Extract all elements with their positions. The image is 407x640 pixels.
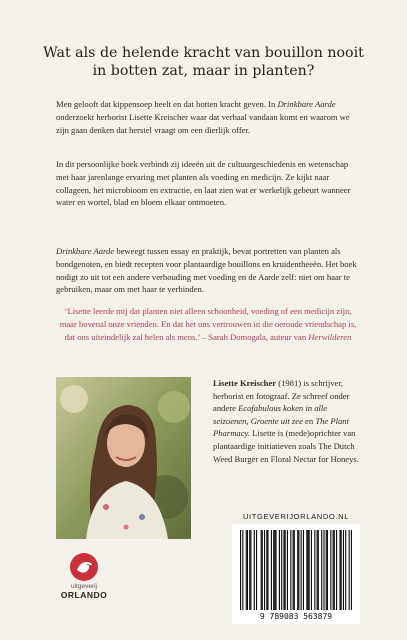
endorsement-quote: [56, 305, 360, 343]
publisher-logo: [56, 553, 112, 600]
paragraph-intro-text-b: onderzoekt herborist Lisette Kreischer waar dat verhaal vandaan komt en waarom we zijn gaan denken dat herstel vraagt om een dierlijk offer.: [56, 111, 350, 135]
barcode-bar: [301, 530, 302, 610]
headline-line-2: in botten zat, maar in planten?: [92, 63, 315, 79]
barcode-bar: [311, 530, 312, 610]
barcode-bar: [254, 530, 255, 610]
barcode-bar: [309, 530, 310, 610]
paragraph-intro-text-a: Men gelooft dat kippensoep heelt en dat botten kracht geven. In: [56, 99, 278, 109]
barcode-bar: [326, 530, 327, 610]
barcode-bar: [285, 530, 286, 610]
barcode-bar: [240, 530, 241, 610]
barcode-bar: [343, 530, 344, 610]
barcode-bar: [290, 530, 291, 610]
barcode-bar: [307, 530, 308, 610]
barcode-bar: [333, 530, 334, 610]
barcode-bar: [249, 530, 250, 610]
barcode-bar: [261, 530, 262, 610]
headline-line-1: Wat als de helende kracht van bouillon nooit: [43, 45, 364, 61]
bio-book-1: Ecofabulous koken in alle seizoenen: [213, 403, 328, 426]
quote-text: ‘Lisette leerde mij dat planten niet alleen schoonheid, voeding of een medicijn zijn, maar bovenal onze vrienden. En dat het ons vertrouwen in die oeroude vriendschap is, dat ons uiteindelijk zal helen als mens.’ – Sarah Domogala, auteur van: [59, 306, 357, 342]
isbn-number: 9 789083 563879: [259, 612, 333, 621]
barcode-block: [232, 512, 360, 624]
bio-text-b: Lisette is (mede)oprichter van plantaardige initiatieven zoals The Dutch Weed Burger en Floral Nectar for Honeys.: [213, 428, 359, 464]
barcode-bar: [279, 530, 280, 610]
barcode-bar: [283, 530, 284, 610]
author-portrait-illustration: [56, 377, 191, 539]
barcode-bar: [330, 530, 331, 610]
barcode-bar: [293, 530, 294, 610]
barcode-bar: [287, 530, 288, 610]
barcode-bar: [318, 530, 319, 610]
barcode-bar: [264, 530, 265, 610]
barcode-bar: [321, 530, 322, 610]
barcode-bar: [246, 530, 247, 610]
barcode-bar: [327, 530, 328, 610]
barcode-bar: [297, 530, 298, 610]
book-title: Drinkbare Aarde: [277, 99, 336, 109]
barcode-bar: [266, 530, 267, 610]
bio-sep-2: en: [302, 415, 316, 426]
barcode-bar: [351, 530, 352, 610]
quote-source-title: Herwilderen: [308, 331, 352, 342]
barcode-bar: [341, 530, 342, 610]
author-photo: [56, 377, 191, 539]
barcode-bar: [303, 530, 304, 610]
barcode-bar: [281, 530, 282, 610]
bio-sep-1: ,: [246, 415, 251, 426]
barcode-bar: [262, 530, 263, 610]
barcode-bar: [298, 530, 299, 610]
barcode-bar: [349, 530, 350, 610]
barcode-bar: [273, 530, 274, 610]
bio-book-2: Groente uit zee: [250, 415, 303, 426]
barcode-bars: [232, 524, 360, 624]
barcode-bar: [339, 530, 340, 610]
barcode-bar: [334, 530, 335, 610]
barcode-bar: [271, 530, 272, 610]
paragraph-essay-practice: [56, 245, 360, 296]
paragraph-intro: [56, 98, 360, 136]
barcode-bar: [275, 530, 276, 610]
publisher-bird-icon: [70, 553, 98, 581]
isbn-barcode: [232, 524, 360, 624]
barcode-bar: [274, 530, 275, 610]
barcode-bar: [314, 530, 315, 610]
book-title: Drinkbare Aarde: [56, 246, 115, 256]
barcode-bar: [306, 530, 307, 610]
author-name: Lisette Kreischer: [213, 378, 277, 388]
headline: [40, 44, 367, 80]
barcode-bar: [267, 530, 268, 610]
publisher-label: uitgeverij: [70, 583, 97, 590]
barcode-bar: [294, 530, 295, 610]
author-bio: [213, 377, 363, 465]
barcode-bar: [242, 530, 243, 610]
publisher-name: ORLANDO: [60, 590, 108, 600]
bio-text-a: (1981) is schrijver, herborist en fotograaf. Ze schreef onder andere: [213, 378, 350, 414]
barcode-bar: [256, 530, 257, 610]
barcode-bar: [336, 530, 337, 610]
barcode-bar: [345, 530, 346, 610]
barcode-bar: [247, 530, 248, 610]
publisher-website: UITGEVERIJORLANDO.NL: [242, 512, 350, 521]
barcode-bar: [323, 530, 324, 610]
bio-book-3: The Plant Pharmacy.: [213, 415, 349, 439]
paragraph-essay-practice-text: beweegt tussen essay en praktijk, bevat portretten van planten als bondgenoten, en biedt recepten voor plantaardige bouillons en kruidentheeën. Het boek nodigt zo uit tot een andere verhouding met voeding en de Aarde zelf: niet om haar te gebruiken, maar om met haar te verbinden.: [56, 246, 357, 295]
barcode-bar: [250, 530, 251, 610]
paragraph-book-description: In dit persoonlijke boek verbindt zij ideeën uit de cultuurgeschiedenis en wetenschap met haar jarenlange ervaring met planten als voeding en medicijn. Ze kijkt naar collageen, het microbioom en extractie, en laat zien wat er werkelijk gebeurt wanneer water en wortel, blad en bloem elkaar ontmoeten.: [56, 159, 351, 208]
barcode-bar: [317, 530, 318, 610]
